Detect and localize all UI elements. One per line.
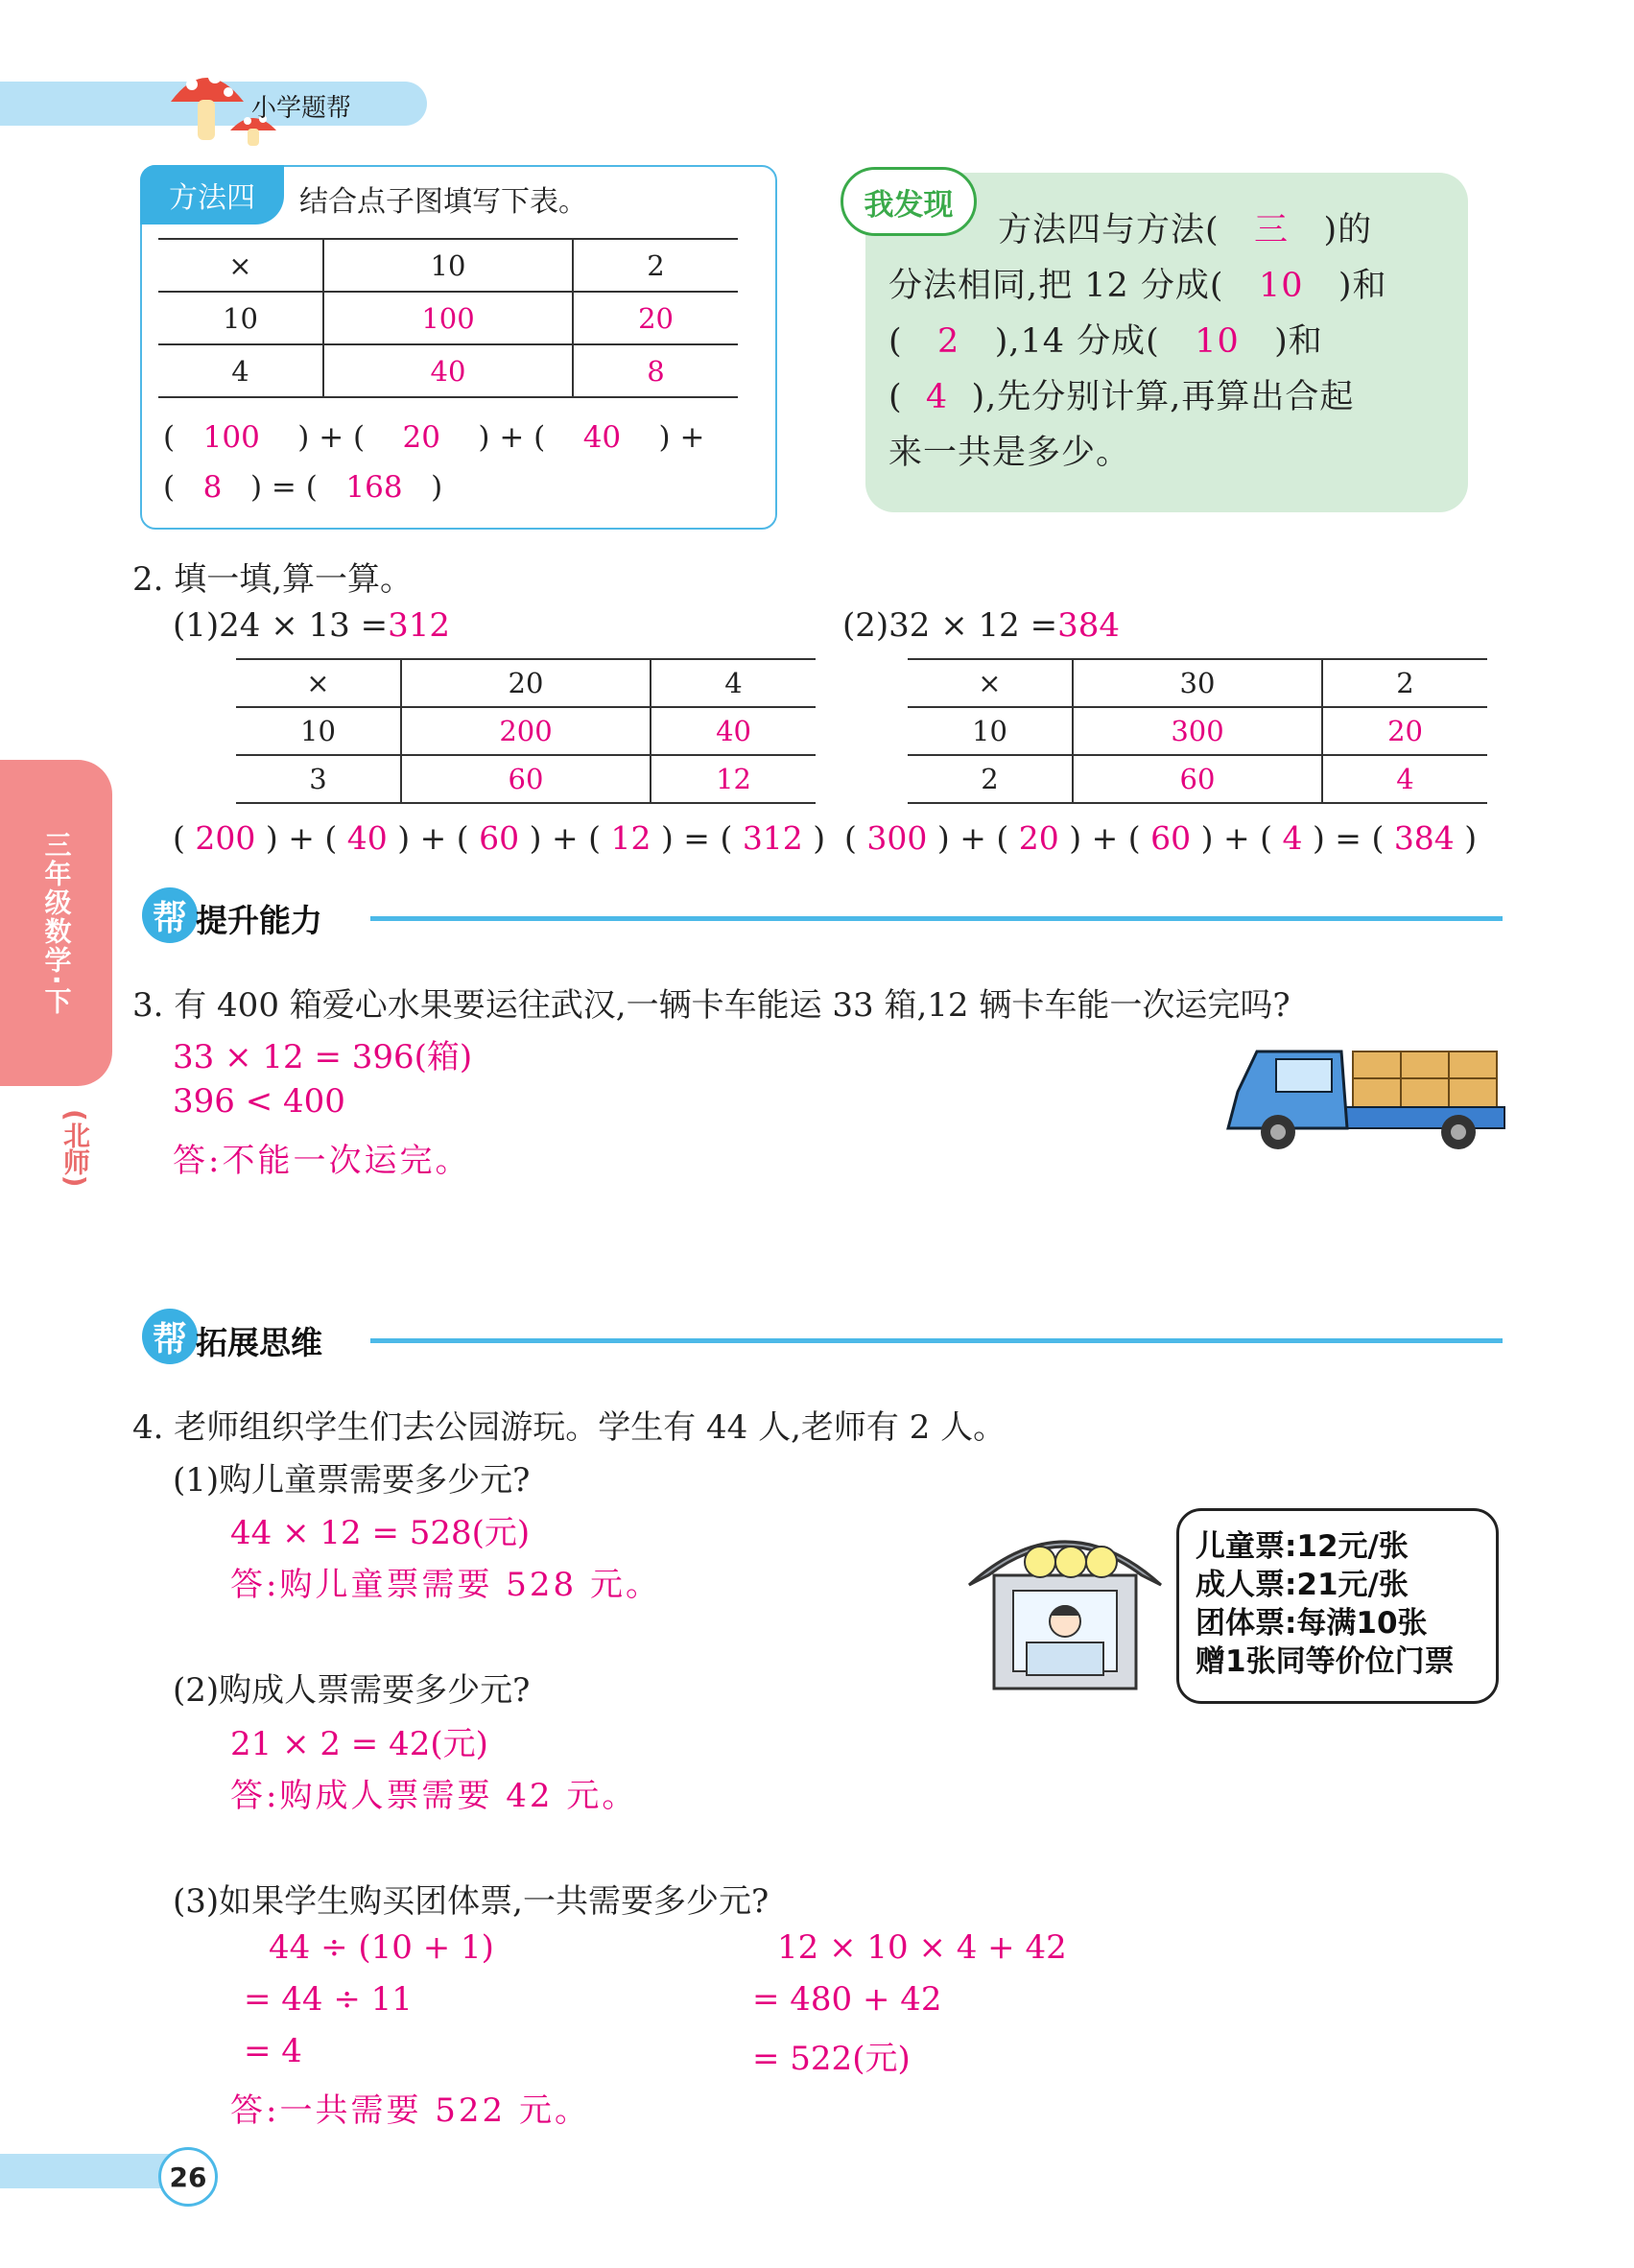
table-cell: 40 — [651, 707, 816, 755]
q4-sub1-answer-2: 答:购儿童票需要 528 元。 — [230, 1566, 661, 1604]
q3-answer-line1: 33 × 12 = 396(箱) — [173, 1038, 473, 1076]
price-line-bonus: 赠1张同等价位门票 — [1196, 1644, 1455, 1679]
price-line-group: 团体票:每满10张 — [1196, 1606, 1428, 1641]
table-cell: 20 — [573, 292, 738, 344]
page-number-bar — [0, 2154, 173, 2188]
table-cell: 10 — [323, 239, 573, 292]
page-number: 26 — [158, 2147, 218, 2207]
table-cell: 60 — [401, 755, 651, 803]
q4-text: 4. 老师组织学生们去公园游玩。学生有 44 人,老师有 2 人。 — [132, 1408, 1006, 1447]
table-cell: 300 — [1073, 707, 1322, 755]
table-cell: 12 — [651, 755, 816, 803]
table-cell: 2 — [908, 755, 1073, 803]
q4-calc2-line1: 12 × 10 × 4 + 42 — [777, 1928, 1067, 1967]
table-cell: 4 — [651, 659, 816, 707]
section-title-improve: 提升能力 — [196, 902, 322, 939]
ticket-booth-icon — [959, 1508, 1171, 1700]
q3-text: 3. 有 400 箱爱心水果要运往武汉,一辆卡车能运 33 箱,12 辆卡车能一次运完吗? — [132, 986, 1291, 1025]
table-cell: × — [158, 239, 323, 292]
q4-sub2-answer-2: 答:购成人票需要 42 元。 — [230, 1777, 638, 1815]
discovery-line-5: 来一共是多少。 — [888, 434, 1131, 472]
table-cell: 200 — [401, 707, 651, 755]
section-badge-expand: 帮 — [142, 1309, 198, 1364]
table-cell: 2 — [1322, 659, 1487, 707]
price-line-child: 儿童票:12元/张 — [1196, 1529, 1409, 1564]
table-cell: 2 — [573, 239, 738, 292]
table-cell: 10 — [908, 707, 1073, 755]
q4-sub2: (2)购成人票需要多少元? — [173, 1671, 531, 1710]
discovery-line-2: 分法相同,把 12 分成( 10 )和 — [888, 267, 1387, 305]
q4-sub3: (3)如果学生购买团体票,一共需要多少元? — [173, 1882, 770, 1921]
q2-part2-label: (2)32 × 12 =384 — [842, 606, 1120, 645]
method-four-title: 结合点子图填写下表。 — [299, 185, 587, 219]
q2-part1-table — [236, 658, 816, 804]
q3-answer-line2: 396 < 400 — [173, 1082, 345, 1121]
table-cell: 100 — [323, 292, 573, 344]
method-four-sum-line1: ( 100 ) + ( 20 ) + ( 40 ) + — [163, 420, 705, 455]
q4-sub1-answer-1: 44 × 12 = 528(元) — [230, 1514, 531, 1552]
q4-sub2-answer-1: 21 × 2 = 42(元) — [230, 1725, 488, 1763]
table-cell: 40 — [323, 344, 573, 397]
side-tab-edition: (北师) — [59, 1109, 91, 1188]
discovery-line-1: 方法四与方法( 三 )的 — [998, 211, 1373, 249]
method-four-sum-line2: ( 8 ) = ( 168 ) — [163, 470, 443, 505]
q4-sub1: (1)购儿童票需要多少元? — [173, 1461, 531, 1500]
q4-calc1-line3: = 4 — [244, 2032, 302, 2070]
section-divider — [370, 916, 1503, 921]
table-cell: 60 — [1073, 755, 1322, 803]
q4-calc1-line2: = 44 ÷ 11 — [244, 1980, 413, 2019]
q2-part2-table — [908, 658, 1487, 804]
table-cell: 10 — [158, 292, 323, 344]
table-cell: 30 — [1073, 659, 1322, 707]
method-four-table — [158, 238, 738, 398]
discovery-badge: 我发现 — [841, 167, 977, 236]
table-cell: 20 — [1322, 707, 1487, 755]
table-cell: 8 — [573, 344, 738, 397]
table-cell: × — [236, 659, 401, 707]
truck-icon — [1219, 1023, 1506, 1157]
q4-sub3-answer: 答:一共需要 522 元。 — [230, 2091, 590, 2130]
section-title-expand: 拓展思维 — [196, 1324, 322, 1361]
table-cell: 4 — [158, 344, 323, 397]
table-cell: 20 — [401, 659, 651, 707]
table-cell: × — [908, 659, 1073, 707]
section-badge-improve: 帮 — [142, 887, 198, 943]
table-cell: 3 — [236, 755, 401, 803]
q3-answer-line3: 答:不能一次运完。 — [173, 1142, 471, 1180]
q4-calc2-line3: = 522(元) — [752, 2040, 911, 2078]
table-cell: 4 — [1322, 755, 1487, 803]
q2-title: 2. 填一填,算一算。 — [132, 560, 414, 599]
q2-part2-sum: ( 300 ) + ( 20 ) + ( 60 ) + ( 4 ) = ( 384 ) — [844, 819, 1478, 857]
discovery-line-3: ( 2 ),14 分成( 10 )和 — [888, 322, 1323, 361]
q4-calc1-line1: 44 ÷ (10 + 1) — [269, 1928, 494, 1967]
q2-part1-sum: ( 200 ) + ( 40 ) + ( 60 ) + ( 12 ) = ( 312 ) — [173, 819, 826, 857]
discovery-line-4: ( 4 ),先分别计算,再算出合起 — [888, 378, 1355, 416]
side-tab-grade: 三年级数学·下 — [0, 760, 112, 1086]
q4-calc2-line2: = 480 + 42 — [752, 1980, 942, 2019]
q2-part1-label: (1)24 × 13 =312 — [173, 606, 450, 645]
table-cell: 10 — [236, 707, 401, 755]
section-divider — [370, 1338, 1503, 1343]
method-four-tab: 方法四 — [140, 165, 284, 224]
brand-label: 小学题帮 — [251, 94, 352, 123]
price-line-adult: 成人票:21元/张 — [1196, 1568, 1409, 1602]
